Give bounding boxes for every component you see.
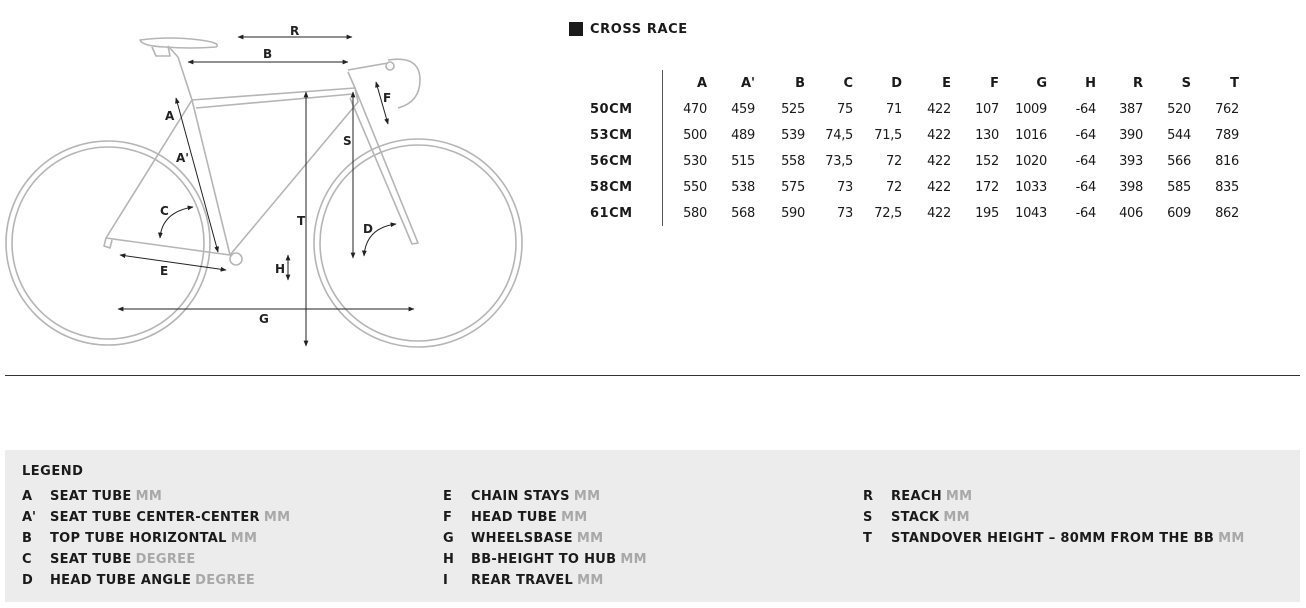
legend-item [22,549,290,570]
table-cell: 406 [1119,205,1143,221]
table-cell: 520 [1167,101,1191,117]
legend-key: A' [22,510,37,525]
table-cell: 1016 [1015,127,1047,143]
legend-unit: MM [573,489,601,504]
table-cell: 585 [1167,179,1191,195]
legend-unit: MM [576,531,604,546]
legend-item [22,528,290,549]
label-E: E [160,264,169,278]
legend-label: STACK [891,510,940,525]
table-row [590,174,1239,200]
table-row [590,148,1239,174]
label-H: H [275,262,286,276]
legend-column-3 [863,486,1245,549]
legend-item [443,486,647,507]
table-cell: 130 [975,127,999,143]
legend-unit: MM [945,489,973,504]
legend-unit: DEGREE [135,552,196,567]
legend-unit: MM [561,510,588,525]
legend-label: SEAT TUBE CENTER-CENTER [50,510,260,525]
divider [5,375,1300,376]
table-cell: 72 [886,179,902,195]
table-cell: 575 [781,179,805,195]
table-cell: 789 [1215,127,1239,143]
column-header: A [696,75,707,91]
legend-item [443,570,647,591]
size-cell: 50CM [590,96,663,122]
table-cell: 75 [837,101,853,117]
column-header: C [843,75,853,91]
table-row [590,122,1239,148]
size-cell: 61CM [590,200,663,226]
column-header: H [1085,75,1096,91]
legend-label: TOP TUBE HORIZONTAL [50,531,227,546]
label-F: F [383,91,392,105]
geometry-title [569,21,688,37]
legend-label: STANDOVER HEIGHT – 80MM FROM THE BB [891,531,1215,546]
column-header: R [1132,75,1143,91]
table-row [590,200,1239,226]
legend-key: D [22,573,33,588]
legend-label: SEAT TUBE [50,552,132,567]
table-cell: 558 [781,153,805,169]
table-cell: 71 [886,101,902,117]
legend-item [863,528,1245,549]
column-header: S [1181,75,1191,91]
legend-key: H [443,552,454,567]
table-cell: 544 [1167,127,1191,143]
table-cell: 390 [1119,127,1143,143]
legend-key: A [22,489,33,504]
legend-title: LEGEND [22,464,84,479]
table-cell: 609 [1167,205,1191,221]
table-cell: 550 [683,179,707,195]
table-cell: 489 [731,127,755,143]
table-cell: 387 [1119,101,1143,117]
size-cell: 58CM [590,174,663,200]
size-cell: 56CM [590,148,663,174]
label-T: T [297,214,306,228]
table-cell: 172 [975,179,999,195]
legend-item [443,528,647,549]
table-cell: 1009 [1015,101,1047,117]
table-cell: 393 [1119,153,1143,169]
bike-geometry-diagram [0,0,540,360]
legend-key: T [863,531,872,546]
table-cell: 422 [927,127,951,143]
table-cell: 470 [683,101,707,117]
table-cell: 762 [1215,101,1239,117]
legend-unit: MM [1218,531,1245,546]
table-cell: 73 [837,205,853,221]
legend-key: E [443,489,452,504]
table-cell: 1020 [1015,153,1047,169]
legend-label: REACH [891,489,942,504]
legend-label: HEAD TUBE ANGLE [50,573,192,588]
legend-unit: DEGREE [195,573,256,588]
table-cell: 422 [927,153,951,169]
table-cell: 500 [683,127,707,143]
table-cell: 107 [975,101,999,117]
column-header: D [891,75,902,91]
size-cell: 53CM [590,122,663,148]
table-cell: 422 [927,205,951,221]
title-text: CROSS RACE [590,21,688,37]
table-cell: 835 [1215,179,1239,195]
table-cell: 152 [975,153,999,169]
legend-panel [5,450,1300,602]
legend-label: WHEELSBASE [471,531,573,546]
column-header: A' [740,75,755,91]
table-cell: 72 [886,153,902,169]
table-corner [590,70,663,96]
legend-label: SEAT TUBE [50,489,132,504]
label-A-prime: A' [176,151,189,165]
table-cell: 580 [683,205,707,221]
column-header: E [942,75,951,91]
table-body [590,96,1239,226]
label-S: S [343,134,352,148]
legend-item [863,486,1245,507]
table-cell: -64 [1075,153,1096,169]
column-header: F [990,75,999,91]
legend-key: I [443,573,448,588]
legend-item [443,507,647,528]
label-R: R [290,24,300,38]
label-D: D [363,222,373,236]
label-G: G [259,312,269,326]
legend-column-1 [22,486,290,591]
dimension-lines [118,37,414,346]
table-cell: 71,5 [874,127,902,143]
table-cell: -64 [1075,179,1096,195]
table-cell: 1043 [1015,205,1047,221]
table-cell: 72,5 [874,205,902,221]
dimension-labels [160,24,391,326]
table-cell: 1033 [1015,179,1047,195]
legend-item [443,549,647,570]
legend-key: F [443,510,452,525]
table-cell: 73,5 [825,153,853,169]
table-cell: 398 [1119,179,1143,195]
legend-label: REAR TRAVEL [471,573,574,588]
rear-wheel [6,141,210,345]
table-cell: 566 [1167,153,1191,169]
table-cell: 515 [731,153,755,169]
legend-unit: MM [577,573,604,588]
column-header: B [795,75,805,91]
table-cell: 568 [731,205,755,221]
legend-key: S [863,510,873,525]
table-cell: 422 [927,101,951,117]
table-cell: 862 [1215,205,1239,221]
table-cell: 590 [781,205,805,221]
legend-unit: MM [943,510,970,525]
legend-key: C [22,552,32,567]
legend-unit: MM [620,552,647,567]
table-cell: 525 [781,101,805,117]
table-cell: 195 [975,205,999,221]
table-cell: 73 [837,179,853,195]
label-C: C [160,204,169,218]
title-square-icon [569,22,583,36]
legend-column-2 [443,486,647,591]
label-A: A [165,109,175,123]
table-row [590,96,1239,122]
column-header: G [1036,75,1047,91]
label-B: B [263,47,273,61]
legend-item [863,507,1245,528]
table-cell: 422 [927,179,951,195]
legend-key: R [863,489,874,504]
column-header: T [1230,75,1239,91]
legend-item [22,486,290,507]
table-header-row [590,70,1239,96]
legend-item [22,507,290,528]
table-cell: 816 [1215,153,1239,169]
legend-unit: MM [135,489,163,504]
table-cell: 539 [781,127,805,143]
legend-label: BB-HEIGHT TO HUB [471,552,617,567]
legend-key: B [22,531,32,546]
table-cell: -64 [1075,127,1096,143]
table-cell: 530 [683,153,707,169]
legend-key: G [443,531,454,546]
table-cell: -64 [1075,101,1096,117]
table-cell: 74,5 [825,127,853,143]
legend-unit: MM [230,531,258,546]
table-cell: -64 [1075,205,1096,221]
legend-item [22,570,290,591]
legend-unit: MM [263,510,291,525]
geometry-table [590,70,1239,226]
legend-label: HEAD TUBE [471,510,558,525]
legend-label: CHAIN STAYS [471,489,570,504]
table-cell: 538 [731,179,755,195]
table-cell: 459 [731,101,755,117]
